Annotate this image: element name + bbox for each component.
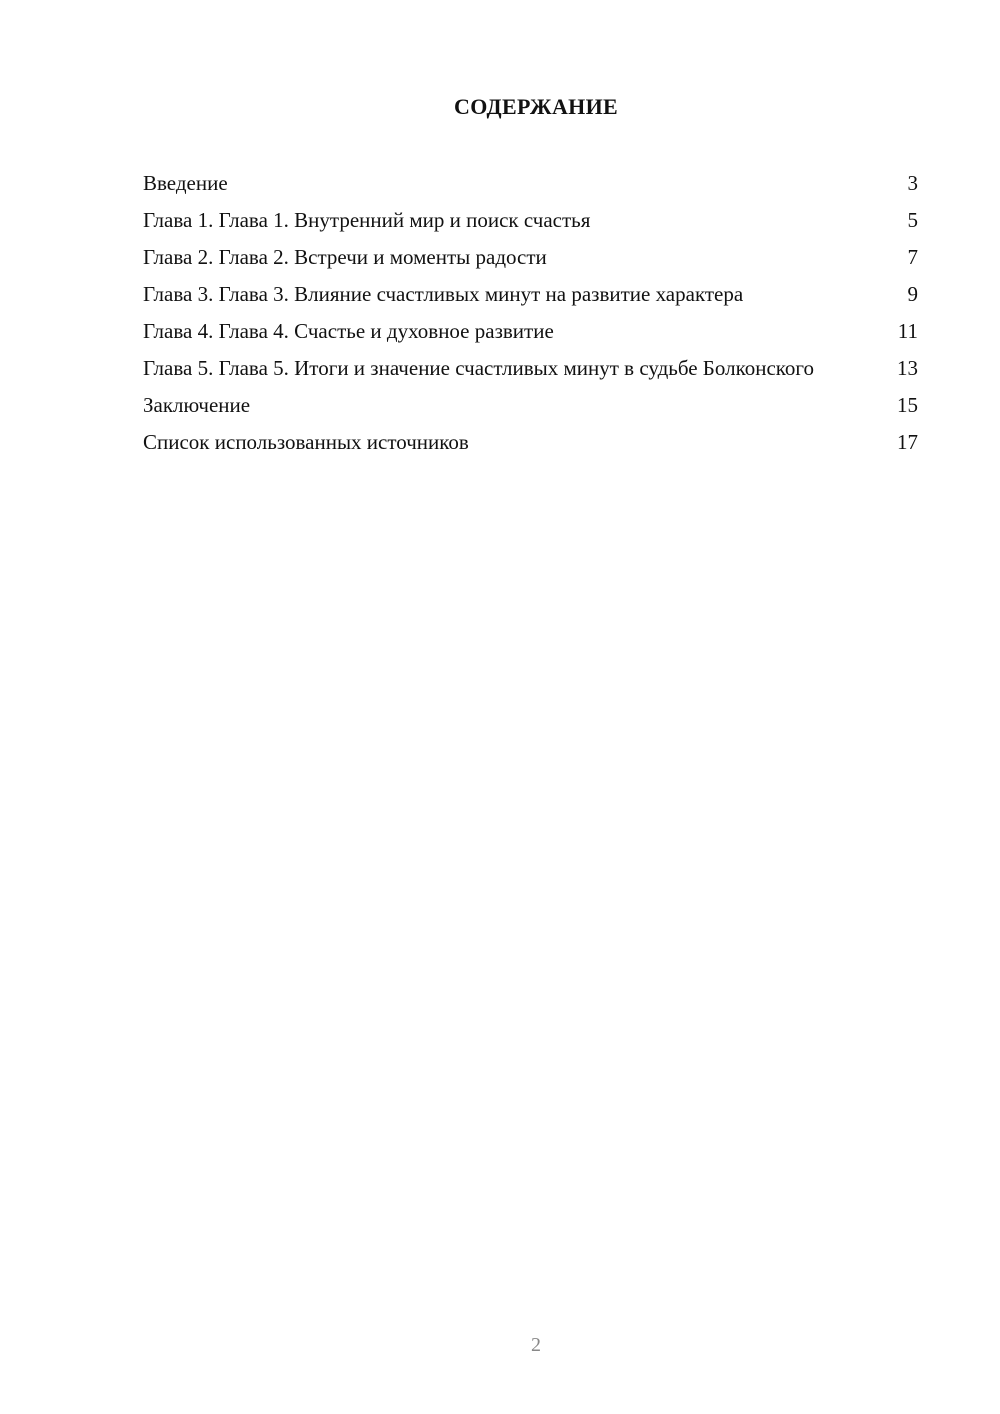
- toc-entry-chapter-5[interactable]: [143, 355, 918, 382]
- toc-entry-page: 15: [897, 393, 918, 417]
- page-title: СОДЕРЖАНИЕ: [454, 94, 618, 119]
- toc-entry-text: Глава 3. Глава 3. Влияние счастливых минут на развитие характера: [143, 282, 744, 306]
- toc-entry-references[interactable]: [143, 429, 918, 456]
- toc-entry-chapter-3[interactable]: [143, 281, 918, 308]
- toc-entry-conclusion[interactable]: [143, 392, 918, 419]
- toc-entry-text: Список использованных источников: [143, 430, 469, 454]
- toc-entry-page: 17: [897, 430, 918, 454]
- toc-entry-text: Глава 5. Глава 5. Итоги и значение счастливых минут в судьбе Болконского: [143, 356, 814, 380]
- toc-entry-page: 9: [907, 282, 918, 306]
- toc-entry-page: 11: [897, 319, 918, 343]
- toc-entry-text: Глава 1. Глава 1. Внутренний мир и поиск счастья: [143, 208, 591, 232]
- page-number: 2: [531, 1334, 541, 1356]
- toc-entry-introduction[interactable]: [143, 170, 918, 197]
- toc-entry-text: Глава 2. Глава 2. Встречи и моменты радости: [143, 245, 547, 269]
- toc-entry-text: Заключение: [143, 393, 251, 417]
- toc-entry-page: 13: [897, 356, 918, 380]
- table-of-contents: [143, 170, 918, 466]
- toc-entry-page: 5: [907, 208, 918, 232]
- toc-entry-page: 3: [907, 171, 918, 195]
- toc-entry-chapter-4[interactable]: [143, 318, 918, 345]
- toc-entry-text: Введение: [143, 171, 228, 195]
- toc-entry-chapter-2[interactable]: [143, 244, 918, 271]
- toc-entry-text: Глава 4. Глава 4. Счастье и духовное развитие: [143, 319, 554, 343]
- toc-entry-chapter-1[interactable]: [143, 207, 918, 234]
- toc-entry-page: 7: [907, 245, 918, 269]
